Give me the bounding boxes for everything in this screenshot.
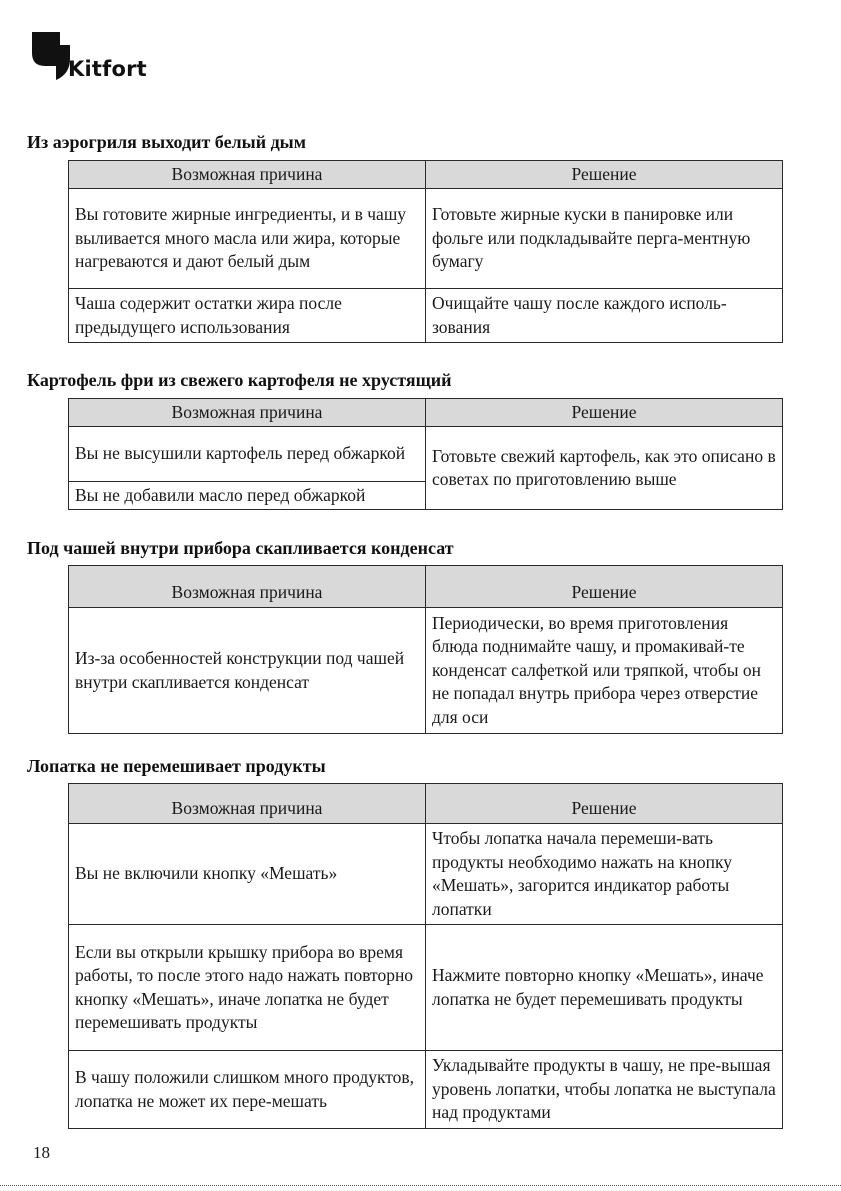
solution-cell: Готовьте жирные куски в панировке или фольге или подкладывайте перга-ментную бумагу: [426, 189, 783, 289]
solution-cell: Очищайте чашу после каждого исполь-зования: [426, 289, 783, 343]
table-row: [69, 925, 783, 1051]
solution-cell: Нажмите повторно кнопку «Мешать», иначе лопатка не будет перемешивать продукты: [426, 925, 783, 1051]
table-white-smoke: [68, 160, 783, 343]
table-row: [69, 608, 783, 734]
cause-cell: Вы не включили кнопку «Мешать»: [69, 824, 426, 925]
header-cause: Возможная причина: [69, 161, 426, 189]
header-cause: Возможная причина: [69, 566, 426, 608]
table-fries-not-crispy: [68, 398, 783, 510]
page-bottom-divider: [0, 1185, 841, 1186]
solution-cell: Готовьте свежий картофель, как это описано в советах по приготовлению выше: [426, 427, 783, 510]
cause-cell: В чашу положили слишком много продуктов, лопатка не может их пере-мешать: [69, 1051, 426, 1129]
solution-cell: Укладывайте продукты в чашу, не пре-вышая уровень лопатки, чтобы лопатка не выступала над продуктами: [426, 1051, 783, 1129]
solution-cell: Чтобы лопатка начала перемеши-вать продукты необходимо нажать на кнопку «Мешать», загорится индикатор работы лопатки: [426, 824, 783, 925]
brand-logo: [30, 30, 147, 82]
table-header-row: [69, 566, 783, 608]
table-header-row: [69, 161, 783, 189]
table-header-row: [69, 399, 783, 427]
page-number: 18: [33, 1143, 50, 1162]
table-row: [69, 189, 783, 289]
cause-cell: Вы не добавили масло перед обжаркой: [69, 482, 426, 510]
table-row: [69, 427, 783, 482]
cause-cell: Чаша содержит остатки жира после предыдущего использования: [69, 289, 426, 343]
kitfort-logo-icon: [30, 30, 72, 82]
header-cause: Возможная причина: [69, 399, 426, 427]
cause-cell: Если вы открыли крышку прибора во время работы, то после этого надо нажать повторно кнопку «Мешать», иначе лопатка не будет перемешивать продукты: [69, 925, 426, 1051]
table-condensate: [68, 565, 783, 734]
header-cause: Возможная причина: [69, 784, 426, 824]
table-row: [69, 1051, 783, 1129]
section-title-fries-not-crispy: Картофель фри из свежего картофеля не хрустящий: [27, 370, 452, 390]
header-solution: Решение: [426, 399, 783, 427]
table-row: [69, 824, 783, 925]
header-solution: Решение: [426, 161, 783, 189]
section-title-condensate: Под чашей внутри прибора скапливается конденсат: [27, 538, 454, 558]
header-solution: Решение: [426, 784, 783, 824]
section-title-white-smoke: Из аэрогриля выходит белый дым: [27, 132, 306, 152]
table-paddle-not-mixing: [68, 783, 783, 1129]
header-solution: Решение: [426, 566, 783, 608]
cause-cell: Вы готовите жирные ингредиенты, и в чашу выливается много масла или жира, которые нагреваются и дают белый дым: [69, 189, 426, 289]
brand-name: Kitfort: [68, 57, 147, 81]
cause-cell: Из-за особенностей конструкции под чашей внутри скапливается конденсат: [69, 608, 426, 734]
section-title-paddle-not-mixing: Лопатка не перемешивает продукты: [27, 756, 326, 776]
cause-cell: Вы не высушили картофель перед обжаркой: [69, 427, 426, 482]
table-row: [69, 289, 783, 343]
table-header-row: [69, 784, 783, 824]
solution-cell: Периодически, во время приготовления блюда поднимайте чашу, и промакивай-те конденсат салфеткой или тряпкой, чтобы он не попадал внутрь прибора через отверстие для оси: [426, 608, 783, 734]
